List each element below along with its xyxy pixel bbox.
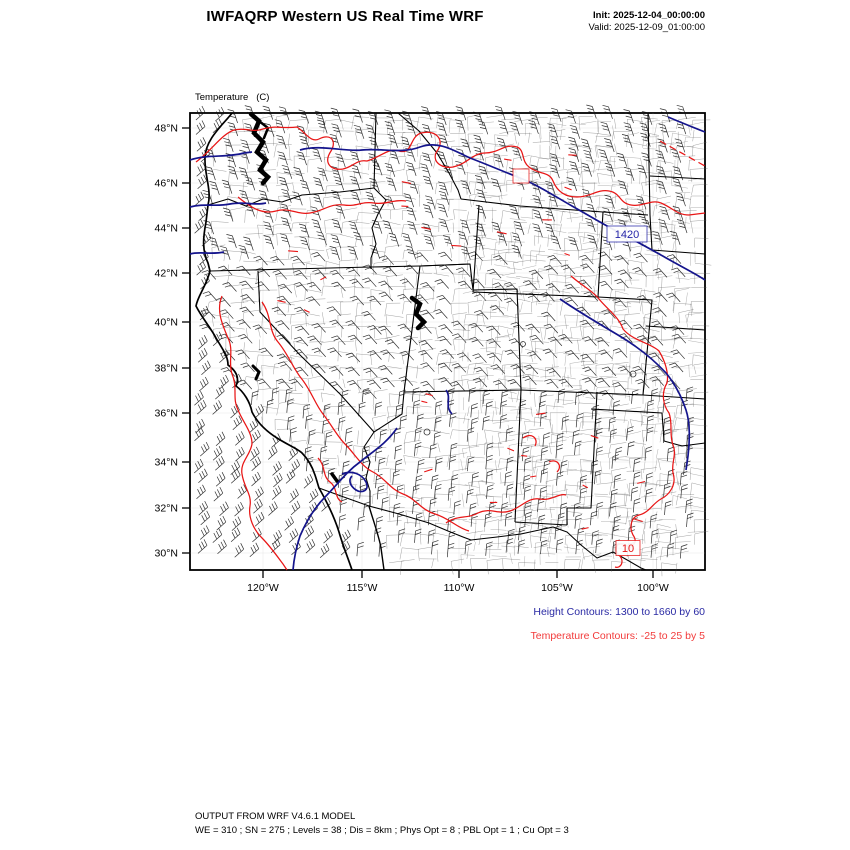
lat-tick-label: 34°N xyxy=(154,456,178,469)
lat-tick-label: 32°N xyxy=(154,502,178,515)
lat-tick-label: 46°N xyxy=(154,177,178,190)
valid-time: Valid: 2025-12-09_01:00:00 xyxy=(588,22,705,33)
lat-tick-label: 30°N xyxy=(154,547,178,560)
page-title: IWFAQRP Western US Real Time WRF xyxy=(206,8,484,25)
lon-tick-label: 115°W xyxy=(346,582,378,594)
model-version-line: OUTPUT FROM WRF V4.6.1 MODEL xyxy=(195,811,356,822)
model-config-line: WE = 310 ; SN = 275 ; Levels = 38 ; Dis = 8km ; Phys Opt = 8 ; PBL Opt = 1 ; Cu Opt = 3 xyxy=(195,824,569,836)
contour-label-value: 1420 xyxy=(614,229,640,241)
lat-tick-label: 42°N xyxy=(154,267,178,280)
lon-tick-label: 105°W xyxy=(541,582,573,594)
lat-tick-label: 38°N xyxy=(154,362,178,375)
temperature-contour-note: Temperature Contours: -25 to 25 by 5 xyxy=(530,630,705,642)
legend-temperature: Temperature (C) xyxy=(195,92,270,103)
model-info-footer xyxy=(195,810,569,837)
lat-tick-label: 36°N xyxy=(154,407,178,420)
lon-tick-label: 100°W xyxy=(637,582,669,594)
lat-tick-label: 40°N xyxy=(154,316,178,329)
lon-tick-label: 110°W xyxy=(443,582,475,594)
init-time: Init: 2025-12-04_00:00:00 xyxy=(593,10,705,21)
contour-label-value: 10 xyxy=(621,543,635,555)
height-contour-note: Height Contours: 1300 to 1660 by 60 xyxy=(533,606,705,618)
lon-tick-label: 120°W xyxy=(247,582,279,594)
lat-tick-label: 44°N xyxy=(154,222,178,235)
contour-label-box xyxy=(513,169,529,183)
lat-tick-label: 48°N xyxy=(154,122,178,135)
